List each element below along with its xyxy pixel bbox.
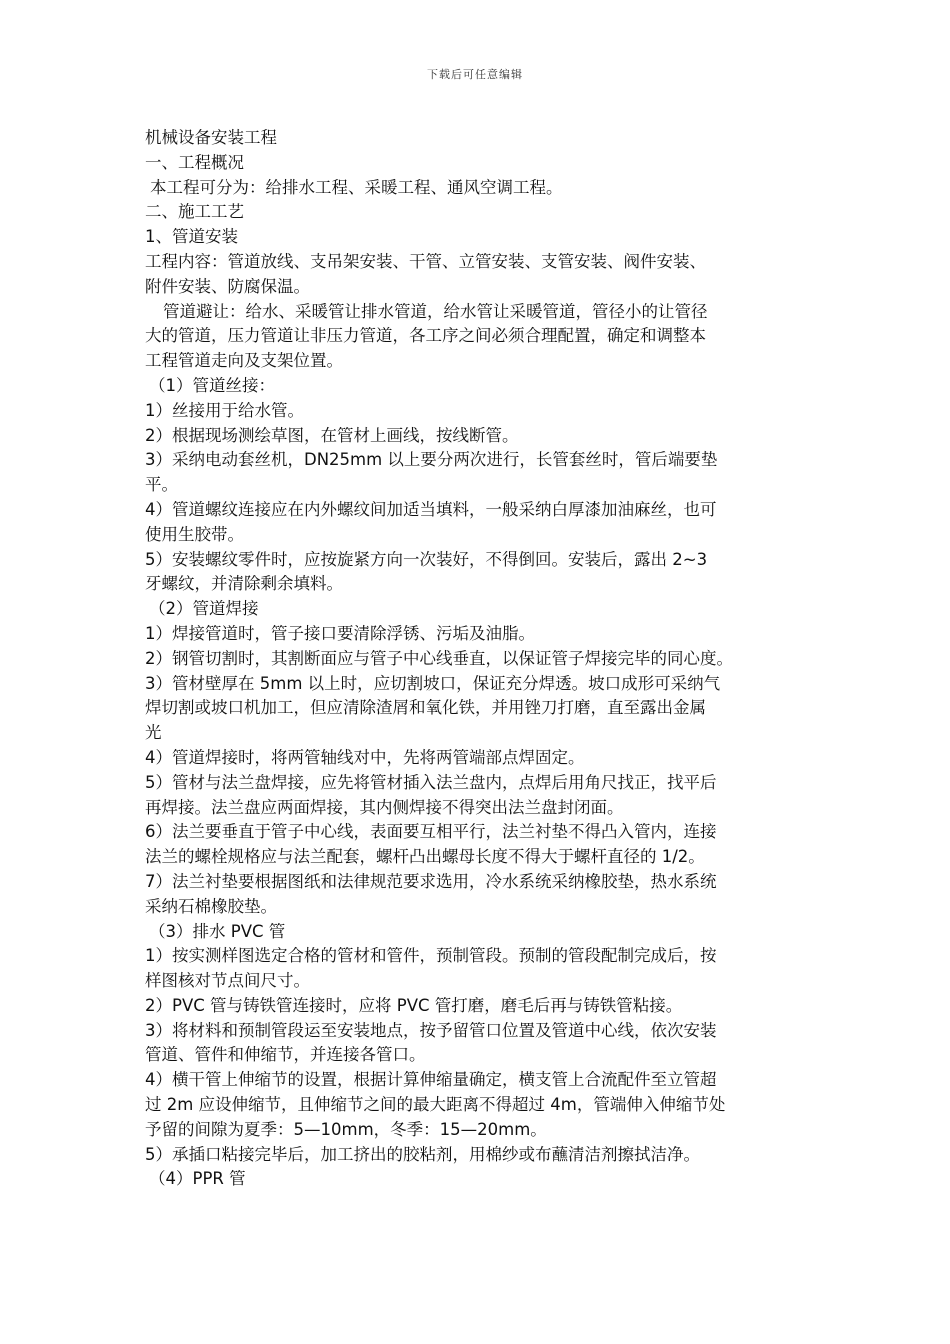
list-item: 4）管道焊接时，将两管轴线对中，先将两管端部点焊固定。 — [145, 747, 585, 767]
list-item: 5）安装螺纹零件时，应按旋紧方向一次装好，不得倒回。安装后，露出 2~3 — [145, 549, 708, 569]
item-heading: （1）管道丝接： — [149, 375, 275, 395]
list-item: 5）承插口粘接完毕后，加工挤出的胶粘剂，用棉纱或布蘸清洁剂擦拭洁净。 — [145, 1144, 700, 1164]
section-heading: 二、施工工艺 — [145, 202, 244, 222]
section-heading: 一、工程概况 — [145, 152, 244, 172]
list-item-continuation: 焊切割或坡口机加工，但应清除渣屑和氧化铁，并用锉刀打磨，直至露出金属 — [145, 698, 706, 718]
subsection-heading: 1、管道安装 — [145, 227, 238, 247]
paragraph-line: 管道避让：给水、采暖管让排水管道，给水管让采暖管道，管径小的让管径 — [163, 301, 708, 321]
paragraph-line: 工程管道走向及支架位置。 — [145, 351, 343, 371]
list-item: 3）管材壁厚在 5mm 以上时，应切割坡口，保证充分焊透。坡口成形可采纳气 — [145, 673, 721, 693]
list-item-continuation: 平。 — [145, 475, 178, 495]
item-heading: （2）管道焊接 — [149, 599, 259, 619]
item-heading: （4）PPR 管 — [149, 1169, 246, 1189]
list-item-continuation: 再焊接。法兰盘应两面焊接，其内侧焊接不得突出法兰盘封闭面。 — [145, 797, 624, 817]
list-item-continuation: 予留的间隙为夏季：5—10mm，冬季：15—20mm。 — [145, 1119, 547, 1139]
list-item-continuation: 法兰的螺栓规格应与法兰配套，螺杆凸出螺母长度不得大于螺杆直径的 1/2。 — [145, 847, 705, 867]
list-item: 7）法兰衬垫要根据图纸和法律规范要求选用，冷水系统采纳橡胶垫，热水系统 — [145, 871, 717, 891]
list-item: 6）法兰要垂直于管子中心线，表面要互相平行，法兰衬垫不得凸入管内，连接 — [145, 822, 717, 842]
list-item-continuation: 采纳石棉橡胶垫。 — [145, 896, 277, 916]
list-item-continuation: 光 — [145, 723, 162, 743]
list-item-continuation: 管道、管件和伸缩节，并连接各管口。 — [145, 1045, 426, 1065]
list-item: 2）根据现场测绘草图，在管材上画线，按线断管。 — [145, 425, 519, 445]
list-item: 1）按实测样图选定合格的管材和管件，预制管段。预制的管段配制完成后，按 — [145, 946, 717, 966]
paragraph-line: 本工程可分为：给排水工程、采暖工程、通风空调工程。 — [150, 177, 563, 197]
paragraph-line: 大的管道，压力管道让非压力管道，各工序之间必须合理配置，确定和调整本 — [145, 326, 706, 346]
list-item: 2）钢管切割时，其割断面应与管子中心线垂直，以保证管子焊接完毕的同心度。 — [145, 648, 733, 668]
page-header: 下载后可任意编辑 — [427, 68, 523, 81]
list-item: 3）将材料和预制管段运至安装地点，按予留管口位置及管道中心线，依次安装 — [145, 1020, 717, 1040]
list-item: 3）采纳电动套丝机，DN25mm 以上要分两次进行，长管套丝时，管后端要垫 — [145, 450, 718, 470]
item-heading: （3）排水 PVC 管 — [149, 921, 286, 941]
list-item: 2）PVC 管与铸铁管连接时，应将 PVC 管打磨，磨毛后再与铸铁管粘接。 — [145, 995, 683, 1015]
list-item: 1）焊接管道时，管子接口要清除浮锈、污垢及油脂。 — [145, 623, 535, 643]
list-item-continuation: 样图核对节点间尺寸。 — [145, 971, 310, 991]
list-item: 5）管材与法兰盘焊接，应先将管材插入法兰盘内，点焊后用角尺找正，找平后 — [145, 772, 717, 792]
list-item-continuation: 牙螺纹，并清除剩余填料。 — [145, 574, 343, 594]
list-item: 1）丝接用于给水管。 — [145, 400, 304, 420]
document-title: 机械设备安装工程 — [145, 128, 277, 147]
list-item-continuation: 使用生胶带。 — [145, 524, 244, 544]
list-item: 4）横干管上伸缩节的设置，根据计算伸缩量确定，横支管上合流配件至立管超 — [145, 1070, 717, 1090]
list-item-continuation: 过 2m 应设伸缩节，且伸缩节之间的最大距离不得超过 4m，管端伸入伸缩节处 — [145, 1095, 726, 1115]
document-body — [145, 126, 825, 1192]
paragraph-line: 附件安装、防腐保温。 — [145, 276, 310, 296]
paragraph-line: 工程内容：管道放线、支吊架安装、干管、立管安装、支管安装、阀件安装、 — [145, 251, 706, 271]
list-item: 4）管道螺纹连接应在内外螺纹间加适当填料，一般采纳白厚漆加油麻丝，也可 — [145, 499, 717, 519]
